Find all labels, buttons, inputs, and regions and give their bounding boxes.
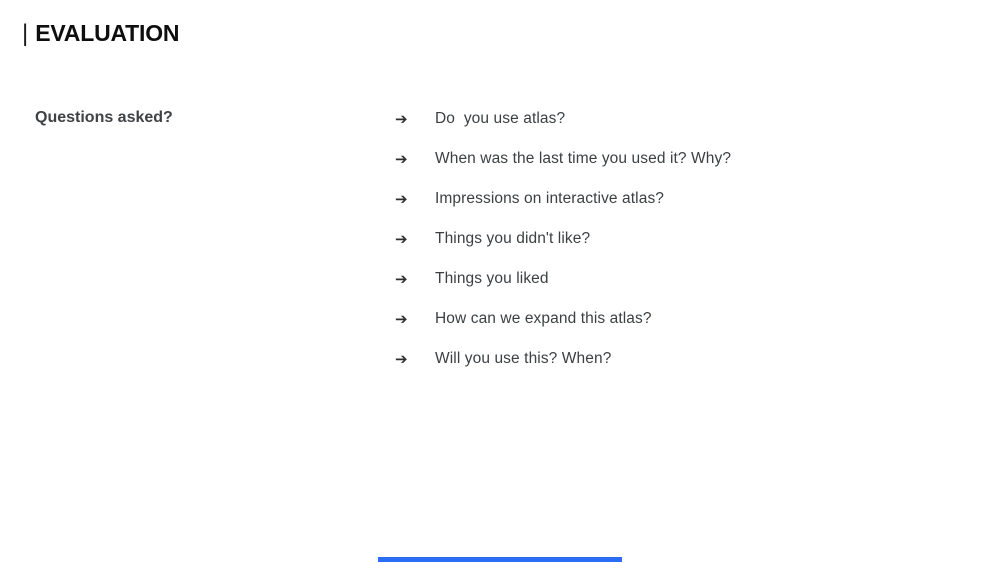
list-item [395,179,731,219]
heavy-right-arrow-icon: ➔ [395,350,408,368]
list-item [395,219,731,259]
heavy-right-arrow-icon: ➔ [395,110,408,128]
heavy-right-arrow-icon: ➔ [395,190,408,208]
page-title: EVALUATION [35,20,180,46]
list-item [395,139,731,179]
list-item [395,299,731,339]
question-text: Impressions on interactive atlas? [435,190,665,207]
question-text: Things you liked [435,270,549,287]
question-text: Will you use this? When? [435,350,612,367]
heavy-right-arrow-icon: ➔ [395,150,408,168]
question-text: How can we expand this atlas? [435,310,652,327]
bottom-accent-bar [378,557,622,562]
question-list [395,99,731,379]
title-pipe-decoration: | [22,20,29,47]
heavy-right-arrow-icon: ➔ [395,230,408,248]
question-text: Do you use atlas? [435,110,566,127]
heavy-right-arrow-icon: ➔ [395,270,408,288]
questions-asked-label: Questions asked? [35,109,173,126]
heavy-right-arrow-icon: ➔ [395,310,408,328]
slide-title [22,20,179,48]
question-text: Things you didn't like? [435,230,591,247]
question-text: When was the last time you used it? Why? [435,150,732,167]
list-item [395,99,731,139]
list-item [395,339,731,379]
list-item [395,259,731,299]
